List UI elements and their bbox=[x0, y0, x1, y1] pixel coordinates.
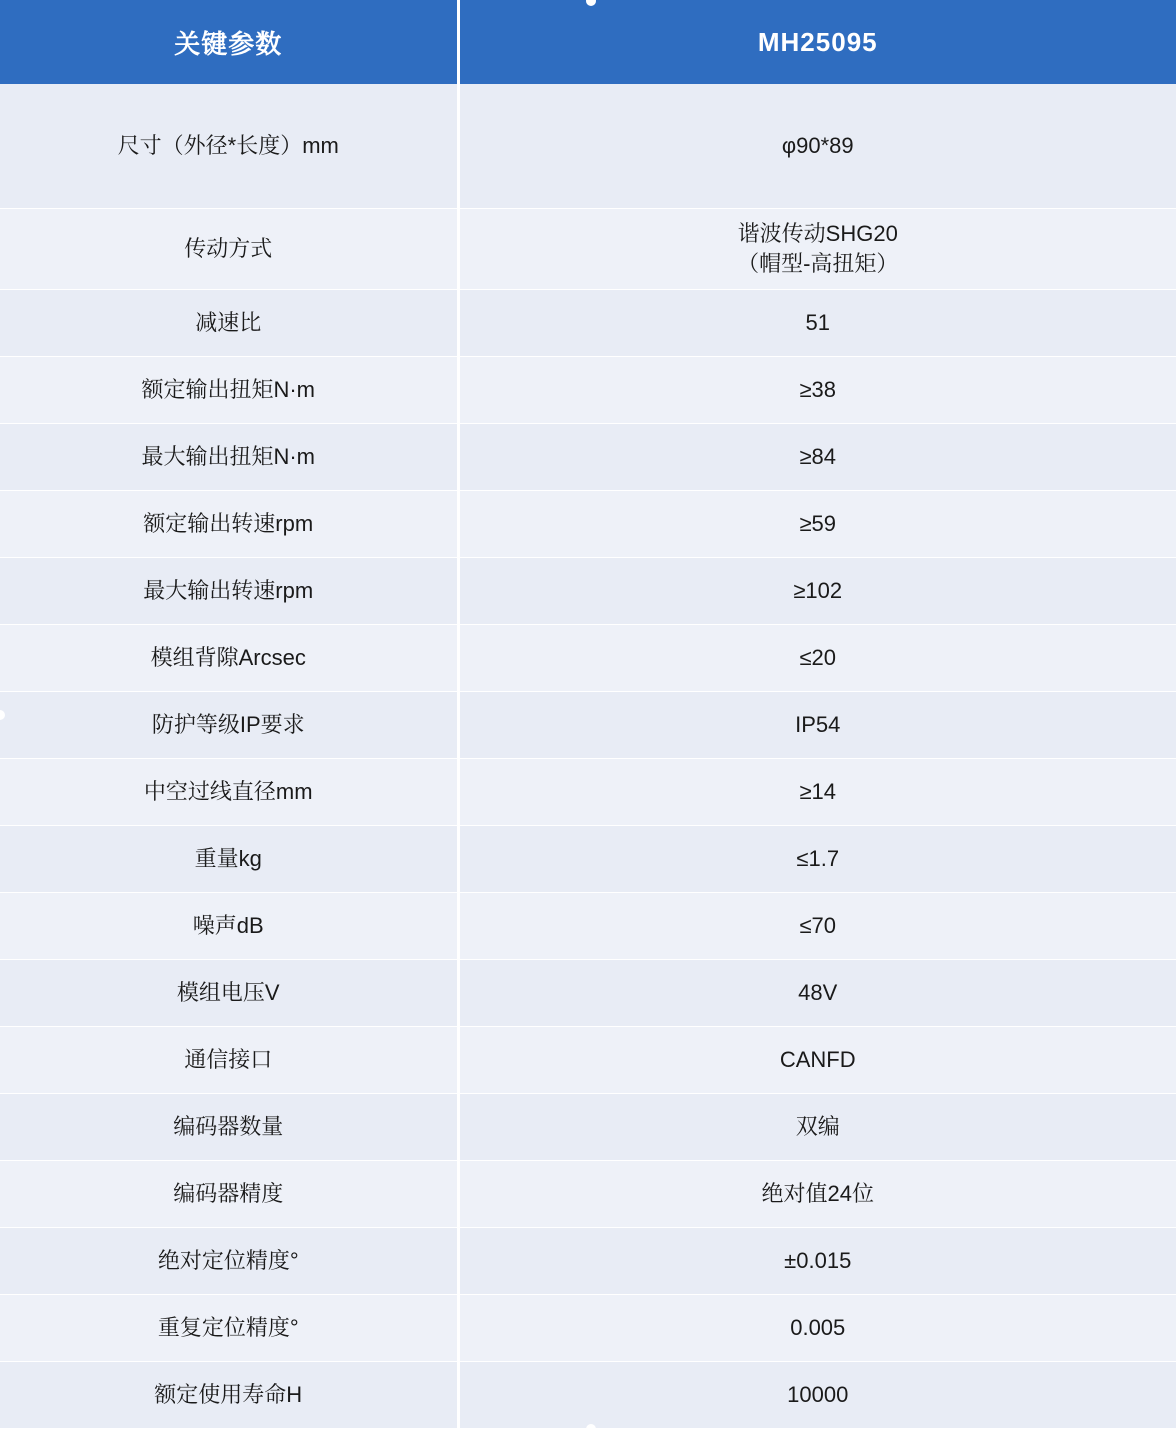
parameter-value-cell bbox=[458, 1161, 1176, 1228]
parameter-name-cell: 重量kg bbox=[0, 826, 458, 893]
parameter-value-line: 谐波传动SHG20 bbox=[737, 221, 898, 247]
parameter-name-cell: 最大输出扭矩N·m bbox=[0, 424, 458, 491]
parameter-name-cell: 噪声dB bbox=[0, 893, 458, 960]
parameter-value-cell bbox=[458, 759, 1176, 826]
parameter-name-cell: 额定使用寿命H bbox=[0, 1362, 458, 1429]
table-row bbox=[0, 84, 1176, 209]
parameter-value-cell bbox=[458, 558, 1176, 625]
parameter-value-cell bbox=[458, 1362, 1176, 1429]
table-row bbox=[0, 625, 1176, 692]
table-row bbox=[0, 1027, 1176, 1094]
parameter-value-line: CANFD bbox=[779, 1047, 856, 1073]
parameter-value-line: 10000 bbox=[787, 1382, 849, 1408]
parameter-value-cell bbox=[458, 1228, 1176, 1295]
parameter-name-cell: 减速比 bbox=[0, 290, 458, 357]
table-row bbox=[0, 558, 1176, 625]
parameter-name-cell: 传动方式 bbox=[0, 209, 458, 290]
parameter-name-cell: 模组背隙Arcsec bbox=[0, 625, 458, 692]
parameter-value-cell bbox=[458, 290, 1176, 357]
table-row bbox=[0, 1094, 1176, 1161]
parameter-value-line: 绝对值24位 bbox=[761, 1181, 874, 1207]
table-head bbox=[0, 0, 1176, 84]
table-row bbox=[0, 1295, 1176, 1362]
parameter-value-cell bbox=[458, 357, 1176, 424]
table-row bbox=[0, 1362, 1176, 1429]
parameter-value-cell bbox=[458, 893, 1176, 960]
parameter-name-cell: 额定输出扭矩N·m bbox=[0, 357, 458, 424]
parameter-value-line: （帽型-高扭矩） bbox=[737, 251, 899, 276]
parameter-value-line: 51 bbox=[805, 310, 830, 336]
parameter-name-cell: 防护等级IP要求 bbox=[0, 692, 458, 759]
parameter-value-cell bbox=[458, 826, 1176, 893]
parameter-value-cell bbox=[458, 84, 1176, 209]
parameter-value-line: ≥102 bbox=[793, 578, 843, 604]
parameter-value-cell bbox=[458, 424, 1176, 491]
table-row bbox=[0, 960, 1176, 1027]
table-row bbox=[0, 424, 1176, 491]
parameter-value-line: ≤20 bbox=[799, 645, 837, 671]
table-row bbox=[0, 893, 1176, 960]
table-row bbox=[0, 357, 1176, 424]
edge-notch-bottom-icon bbox=[586, 1424, 596, 1434]
parameter-value-line: φ90*89 bbox=[781, 133, 854, 159]
parameter-value-line: ≥38 bbox=[799, 377, 837, 403]
column-header-parameter: 关键参数 bbox=[0, 0, 458, 84]
column-header-model: MH25095 bbox=[458, 0, 1176, 84]
parameter-value-cell bbox=[458, 625, 1176, 692]
table-row bbox=[0, 209, 1176, 290]
parameter-value-line: 0.005 bbox=[790, 1315, 846, 1341]
parameter-name-cell: 绝对定位精度° bbox=[0, 1228, 458, 1295]
parameter-name-cell: 编码器数量 bbox=[0, 1094, 458, 1161]
parameter-name-cell: 模组电压V bbox=[0, 960, 458, 1027]
parameter-name-cell: 编码器精度 bbox=[0, 1161, 458, 1228]
parameter-value-cell bbox=[458, 209, 1176, 290]
parameter-name-cell: 重复定位精度° bbox=[0, 1295, 458, 1362]
parameter-value-cell bbox=[458, 1027, 1176, 1094]
parameter-value-cell bbox=[458, 960, 1176, 1027]
parameter-value-line: ≥84 bbox=[799, 444, 837, 470]
parameter-name-cell: 额定输出转速rpm bbox=[0, 491, 458, 558]
parameter-value-cell bbox=[458, 491, 1176, 558]
parameter-value-line: IP54 bbox=[795, 712, 841, 738]
parameter-value-line: ±0.015 bbox=[784, 1248, 852, 1274]
table-header-row bbox=[0, 0, 1176, 84]
parameter-value-line: 48V bbox=[798, 980, 838, 1006]
parameter-value-line: ≥59 bbox=[799, 511, 837, 537]
parameter-value-cell bbox=[458, 1295, 1176, 1362]
table-row bbox=[0, 1228, 1176, 1295]
parameter-name-cell: 通信接口 bbox=[0, 1027, 458, 1094]
table-row bbox=[0, 491, 1176, 558]
parameter-value-line: 双编 bbox=[795, 1114, 840, 1140]
parameter-value-line: ≤70 bbox=[799, 913, 837, 939]
parameter-name-cell: 最大输出转速rpm bbox=[0, 558, 458, 625]
parameter-value-line: ≥14 bbox=[799, 779, 837, 805]
parameter-name-cell: 尺寸（外径*长度）mm bbox=[0, 84, 458, 209]
table-row bbox=[0, 1161, 1176, 1228]
table-row bbox=[0, 826, 1176, 893]
parameter-value-line: ≤1.7 bbox=[796, 846, 840, 872]
table-body bbox=[0, 84, 1176, 1429]
parameter-name-cell: 中空过线直径mm bbox=[0, 759, 458, 826]
parameter-value-cell bbox=[458, 692, 1176, 759]
parameter-value-cell bbox=[458, 1094, 1176, 1161]
table-row bbox=[0, 290, 1176, 357]
table-row bbox=[0, 692, 1176, 759]
table-row bbox=[0, 759, 1176, 826]
